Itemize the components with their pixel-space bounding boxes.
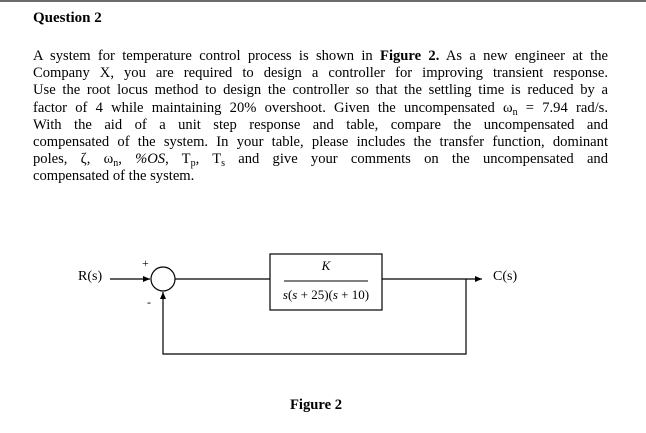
question-title: Question 2 [33,10,102,26]
subscript: s [221,158,226,170]
para-line-6: compensated of the system. In your table, please includes the transfer function, dominant [33,134,608,151]
var: s [282,287,288,302]
para-line-8: compensated of the system. [33,168,195,185]
subscript: n [113,158,119,170]
figure-reference: Figure 2. [380,48,440,64]
text: + 25)( [297,287,333,302]
text: As a new engineer at the [439,48,608,64]
subscript: n [512,106,518,118]
plus-sign: + [142,256,149,270]
output-label: C(s) [493,269,518,284]
var: s [332,287,338,302]
text: + 10) [337,287,370,302]
text: , T [165,151,191,168]
figure-caption: Figure 2 [290,397,343,413]
text: , T [195,151,222,168]
para-line-3: Use the root locus method to design the controller so that the settling time is reduced by a [33,82,608,99]
para-line-5: With the aid of a unit step response and table, compare the uncompensated and [33,116,608,133]
subscript: p [190,158,196,170]
para-line-2: Company X, you are required to design a controller for improving transient response. [33,65,608,82]
transfer-function-denominator [270,287,382,303]
text: factor of 4 while maintaining 20% overshoot. Given the uncompensated ω [33,99,513,116]
summing-junction [151,267,175,291]
input-label: R(s) [78,269,103,284]
text: poles, ζ, ω [33,151,114,168]
var: s [292,287,298,302]
text: A system for temperature control process is shown in [33,48,381,64]
text: = 7.94 rad/s. [517,99,609,116]
text: %OS [135,151,166,168]
text: , [118,151,136,168]
minus-sign: - [147,295,151,309]
text: and give your comments on the uncompensated and [225,151,609,168]
transfer-function-numerator: K [321,258,331,273]
text: ( [287,287,293,302]
